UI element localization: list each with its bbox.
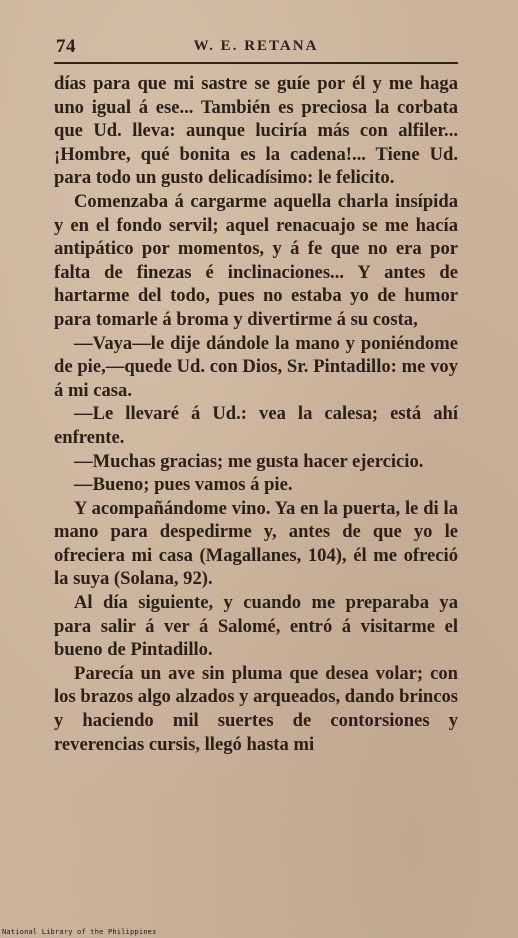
body-text [54,72,458,756]
paragraph-2: Comenzaba á cargarme aquella charla insípida y en el fondo servil; aquel renacuajo se me hacía antipático por momentos, y á fe que no era por falta de finezas é inclinaciones... Y antes de hartarme del todo, pues no estaba yo de humor para tomarle á broma y divertirme á su costa, [54,190,458,330]
paragraph-5: —Muchas gracias; me gusta hacer ejercicio. [74,450,424,472]
running-head: W. E. RETANA [193,38,319,54]
paragraph-6: —Bueno; pues vamos á pie. [74,474,293,496]
paragraph-4: —Le llevaré á Ud.: vea la calesa; está ahí enfrente. [54,403,458,448]
page-header [54,34,458,60]
library-credit: National Library of the Philippines [2,928,157,936]
paragraph-7: Y acompañándome vino. Ya en la puerta, le di la mano para despedirme y, antes de que yo le ofreciera mi casa (Magallanes, 104), él me ofreció la suya (Solana, 92). [54,497,458,590]
page-number: 74 [56,36,76,57]
header-rule [54,62,458,64]
paragraph-9: Parecía un ave sin pluma que desea volar; con los brazos algo alzados y arqueados, dando brincos y haciendo mil suertes de contorsiones y reverencias cursis, llegó hasta mi [54,662,458,755]
paragraph-1: días para que mi sastre se guíe por él y me haga uno igual á ese... También es preciosa la corbata que Ud. lleva: aunque luciría más con alfiler... ¡Hombre, qué bonita es la cadena!... Tiene Ud. para todo un gusto delicadísimo: le felicito. [54,73,458,189]
paragraph-3: —Vaya—le dije dándole la mano y poniéndome de pie,—quede Ud. con Dios, Sr. Pintadillo: me voy á mi casa. [54,332,458,401]
paragraph-8: Al día siguiente, y cuando me preparaba ya para salir á ver á Salomé, entró á visitarme el bueno de Pintadillo. [54,592,458,661]
